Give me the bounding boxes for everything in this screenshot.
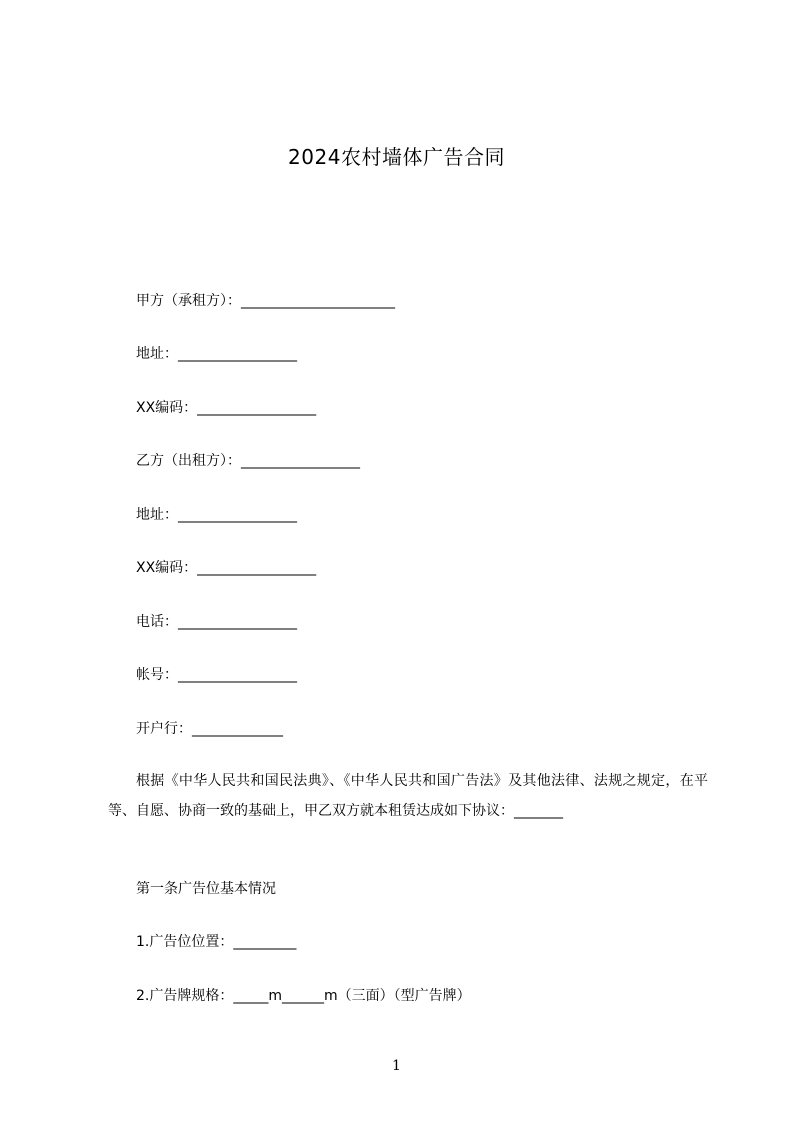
article-1-item-1: 1.广告位位置：_________ <box>136 934 297 950</box>
party-a-address: 地址：_________________ <box>136 346 297 362</box>
preamble-paragraph: 根据《中华人民共和国民法典》、《中华人民共和国广告法》及其他法律、法规之规定，在平等、自愿、协商一致的基础上，甲乙双方就本租赁达成如下协议：_______ <box>108 773 708 819</box>
party-b-address: 地址：_________________ <box>136 507 297 523</box>
article-1-heading: 第一条广告位基本情况 <box>136 881 276 897</box>
document-title: 2024农村墙体广告合同 <box>288 145 505 169</box>
party-b-phone: 电话：_________________ <box>136 614 297 630</box>
party-b-bank: 开户行：_____________ <box>136 721 283 737</box>
party-b-account: 帐号：_________________ <box>136 667 297 683</box>
article-1-item-2: 2.广告牌规格：_____m______m（三面）（型广告牌） <box>136 988 471 1004</box>
party-a-label: 甲方（承租方）：______________________ <box>136 293 395 309</box>
party-b-postcode: XX编码：_________________ <box>136 560 317 576</box>
party-a-postcode: XX编码：_________________ <box>136 400 317 416</box>
party-b-label: 乙方（出租方）：_________________ <box>136 453 360 469</box>
page-number: 1 <box>392 1058 401 1074</box>
